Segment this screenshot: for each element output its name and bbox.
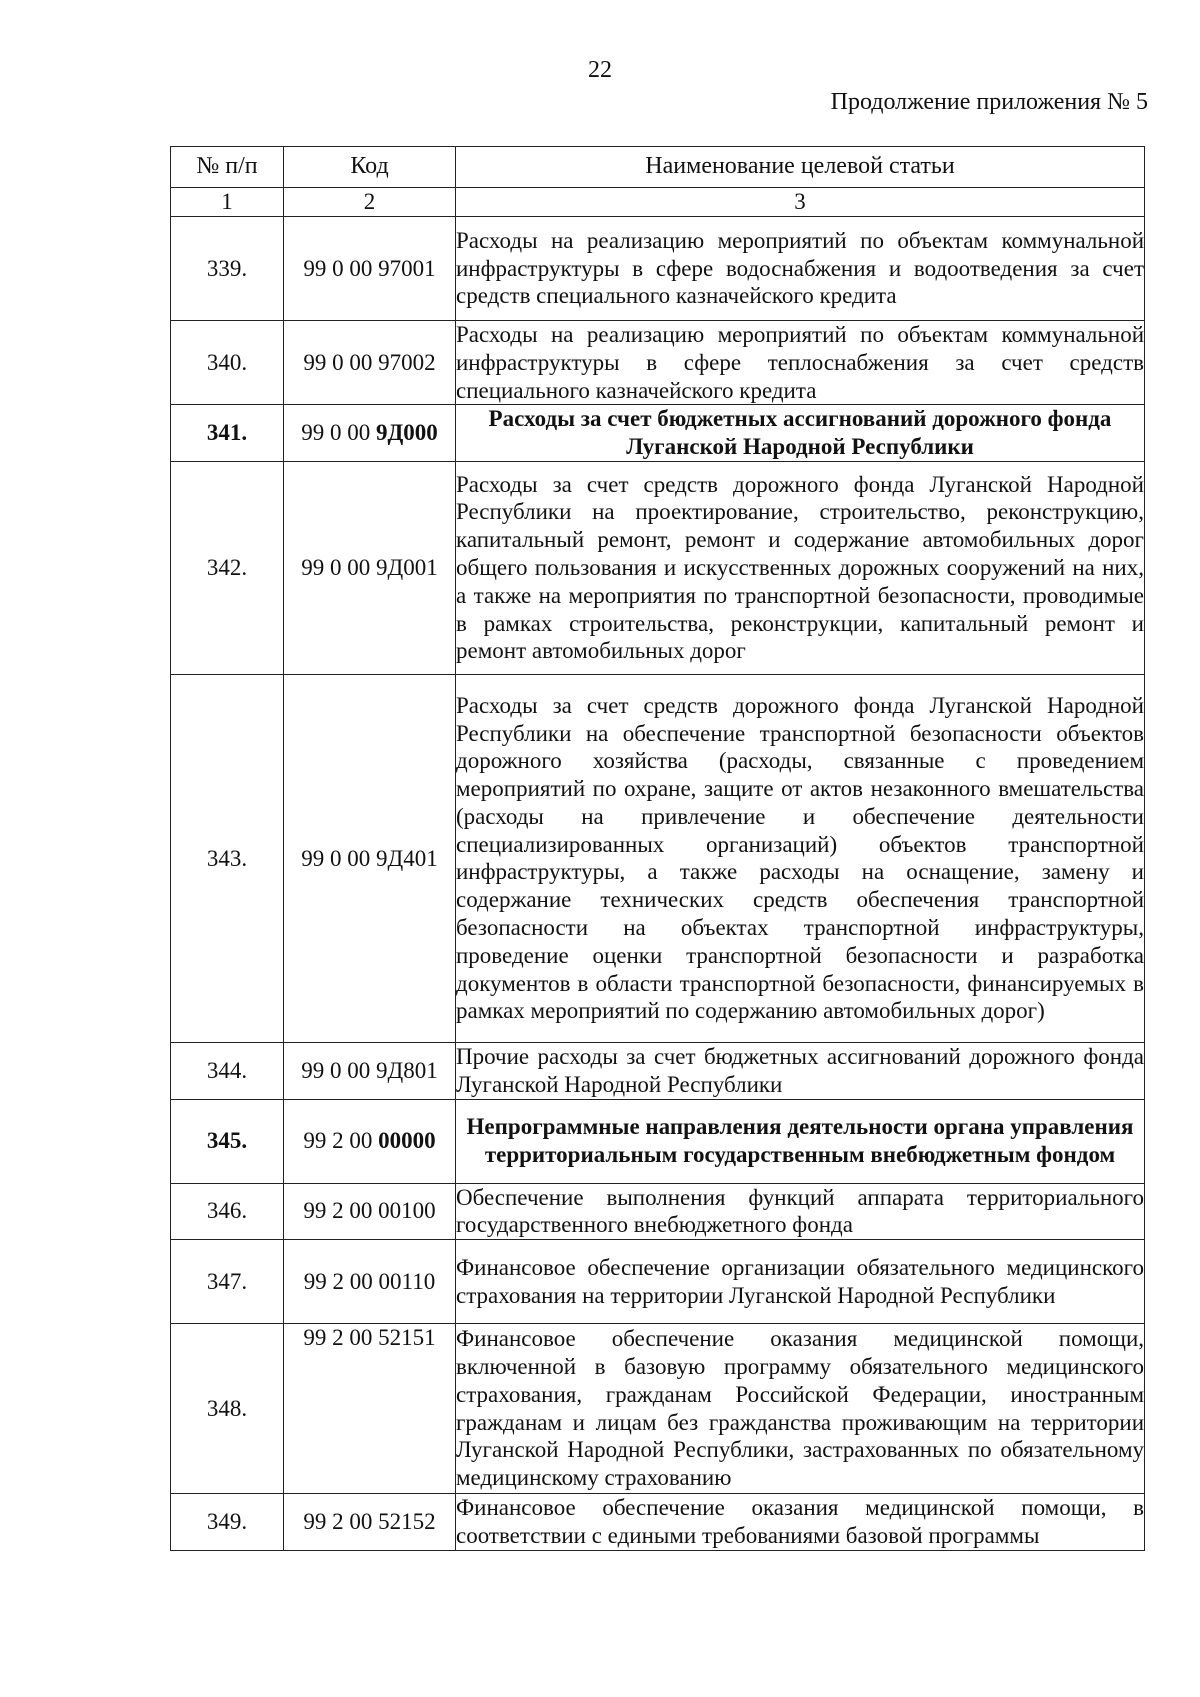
column-number: 3 xyxy=(456,188,1145,217)
row-description: Расходы за счет средств дорожного фонда Луганской Народной Республики на проектирование, строительство, реконструкцию, капитальный ремонт, ремонт и содержание автомобильных дорог общего пользования и искусственных дорожных сооружений на них, а также на мероприятия по транспортной безопасности, проводимые в рамках строительства, реконструкции, капитальный ремонт и ремонт автомобильных дорог xyxy=(456,461,1145,674)
row-code-suffix: 9Д000 xyxy=(375,420,438,446)
continuation-label: Продолжение приложения № 5 xyxy=(830,89,1148,115)
table-row xyxy=(171,1183,1145,1240)
row-number: 340. xyxy=(171,321,284,405)
row-code-prefix: 99 2 00 xyxy=(303,1128,379,1154)
table-header-row xyxy=(171,147,1145,188)
page-number: 22 xyxy=(588,57,612,83)
column-number: 1 xyxy=(171,188,284,217)
row-number: 344. xyxy=(171,1042,284,1099)
table-row xyxy=(171,1240,1145,1324)
row-code: 99 0 00 97002 xyxy=(284,321,456,405)
column-number: 2 xyxy=(284,188,456,217)
table-row xyxy=(171,405,1145,462)
row-description: Финансовое обеспечение оказания медицинской помощи, включенной в базовую программу обязательного медицинского страхования, гражданам Российской Федерации, иностранным гражданам и лицам без гражданства проживающим на территории Луганской Народной Республики, застрахованных по обязательному медицинскому страхованию xyxy=(456,1324,1145,1494)
table-row xyxy=(171,674,1145,1042)
row-description: Расходы за счет средств дорожного фонда Луганской Народной Республики на обеспечение транспортной безопасности объектов дорожного хозяйства (расходы, связанные с проведением мероприятий по охране, защите от актов незаконного вмешательства (расходы на привлечение и обеспечение деятельности специализированных организаций) объектов транспортной инфраструктуры, а также расходы на оснащение, замену и содержание технических средств обеспечения транспортной безопасности на объектах транспортной инфраструктуры, проведение оценки транспортной безопасности и разработка документов в области транспортной безопасности, финансируемых в рамках мероприятий по содержанию автомобильных дорог) xyxy=(456,674,1145,1042)
table-row xyxy=(171,1324,1145,1494)
row-number: 339. xyxy=(171,217,284,321)
header-name: Наименование целевой статьи xyxy=(456,147,1145,188)
row-description: Финансовое обеспечение организации обязательного медицинского страхования на территории Луганской Народной Республики xyxy=(456,1240,1145,1324)
table-row xyxy=(171,321,1145,405)
table-row xyxy=(171,217,1145,321)
row-code: 99 2 00 52152 xyxy=(284,1494,456,1551)
row-code: 99 2 00 00110 xyxy=(284,1240,456,1324)
table-row xyxy=(171,1042,1145,1099)
row-number: 342. xyxy=(171,461,284,674)
table-row xyxy=(171,461,1145,674)
row-code: 99 0 00 9Д401 xyxy=(284,674,456,1042)
row-description: Расходы на реализацию мероприятий по объектам коммунальной инфраструктуры в сфере водоснабжения и водоотведения за счет средств специального казначейского кредита xyxy=(456,217,1145,321)
header-number: № п/п xyxy=(171,147,284,188)
row-description: Финансовое обеспечение оказания медицинской помощи, в соответствии с едиными требованиями базовой программы xyxy=(456,1494,1145,1551)
row-number: 343. xyxy=(171,674,284,1042)
column-number-row xyxy=(171,188,1145,217)
row-code-suffix: 00000 xyxy=(378,1128,436,1154)
row-description: Непрограммные направления деятельности органа управления территориальным государственным внебюджетным фондом xyxy=(456,1099,1145,1183)
row-code: 99 0 00 9Д001 xyxy=(284,461,456,674)
row-code-prefix: 99 0 00 xyxy=(301,420,376,446)
row-description: Расходы за счет бюджетных ассигнований дорожного фонда Луганской Народной Республики xyxy=(456,405,1145,462)
budget-table xyxy=(170,146,1145,1551)
row-number: 347. xyxy=(171,1240,284,1324)
table-row xyxy=(171,1099,1145,1183)
row-number: 348. xyxy=(171,1324,284,1494)
header-code: Код xyxy=(284,147,456,188)
row-code xyxy=(284,1099,456,1183)
row-code xyxy=(284,405,456,462)
row-description: Прочие расходы за счет бюджетных ассигнований дорожного фонда Луганской Народной Республики xyxy=(456,1042,1145,1099)
row-number: 345. xyxy=(171,1099,284,1183)
table-row xyxy=(171,1494,1145,1551)
row-number: 349. xyxy=(171,1494,284,1551)
row-number: 346. xyxy=(171,1183,284,1240)
row-number: 341. xyxy=(171,405,284,462)
row-code: 99 2 00 52151 xyxy=(284,1324,456,1494)
row-description: Обеспечение выполнения функций аппарата территориального государственного внебюджетного фонда xyxy=(456,1183,1145,1240)
row-code: 99 0 00 9Д801 xyxy=(284,1042,456,1099)
row-code: 99 0 00 97001 xyxy=(284,217,456,321)
row-description: Расходы на реализацию мероприятий по объектам коммунальной инфраструктуры в сфере теплоснабжения за счет средств специального казначейского кредита xyxy=(456,321,1145,405)
row-code: 99 2 00 00100 xyxy=(284,1183,456,1240)
